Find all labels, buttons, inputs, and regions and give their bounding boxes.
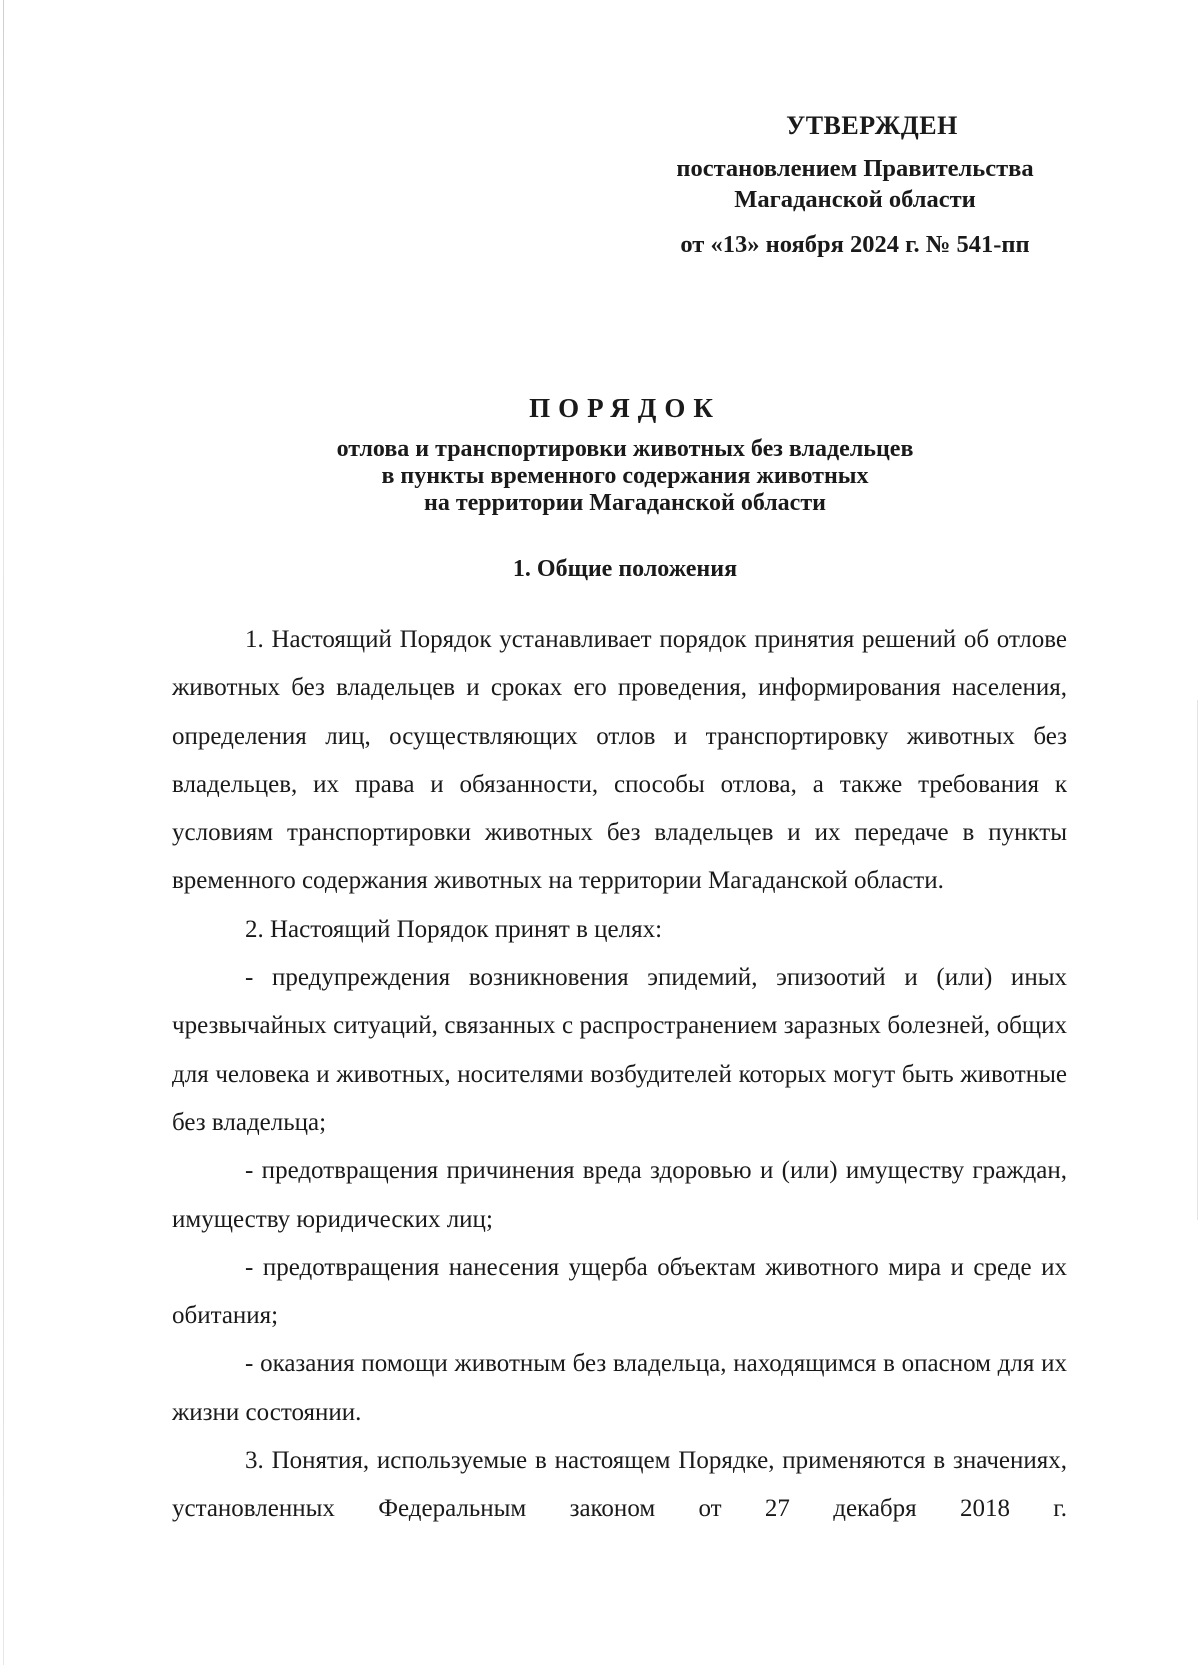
approval-stamp-block: [640, 110, 1070, 260]
body-text: [172, 616, 1067, 1534]
scan-edge-right: [1197, 700, 1198, 1220]
scan-edge-left: [3, 0, 4, 1665]
approval-line-1: постановлением Правительства: [676, 155, 1034, 182]
approval-title: УТВЕРЖДЕН: [786, 111, 958, 140]
approval-date-line: от «13» ноября 2024 г. № 541-пп: [680, 231, 1030, 258]
paragraph-1: 1. Настоящий Порядок устанавливает порядок принятия решений об отлове животных без владельцев и сроках его проведения, информирования населения, определения лиц, осуществляющих отлов и транспортировку животных без владельцев, их права и обязанности, способы отлова, а также требования к условиям транспортировки животных без владельцев и их передаче в пункты временного содержания животных на территории Магаданской области.: [172, 626, 1067, 895]
paragraph-2-item-4: - оказания помощи животным без владельца, находящимся в опасном для их жизни состоянии.: [172, 1350, 1067, 1426]
document-subtitle: [100, 436, 1150, 517]
section-title: 1. Общие положения: [512, 556, 738, 582]
paragraph-3: 3. Понятия, используемые в настоящем Порядке, применяются в значениях, установленных Федеральным законом от 27 декабря 2018 г.: [172, 1447, 1067, 1523]
paragraph-2-item-2: - предотвращения причинения вреда здоровью и (или) имуществу граждан, имуществу юридических лиц;: [172, 1157, 1067, 1233]
subtitle-line-1: отлова и транспортировки животных без владельцев: [336, 436, 914, 462]
subtitle-line-3: на территории Магаданской области: [424, 490, 826, 516]
paragraph-2-item-3: - предотвращения нанесения ущерба объектам животного мира и среде их обитания;: [172, 1253, 1067, 1330]
paragraph-2: 2. Настоящий Порядок принят в целях:: [245, 915, 663, 943]
approval-line-2: Магаданской области: [734, 186, 976, 213]
document-title: ПОРЯДОК: [529, 393, 721, 423]
paragraph-2-item-1: - предупреждения возникновения эпидемий, эпизоотий и (или) иных чрезвычайных ситуаций, связанных с распространением заразных болезней, общих для человека и животных, носителями возбудителей которых могут быть животные без владельца;: [172, 964, 1067, 1136]
subtitle-line-2: в пункты временного содержания животных: [381, 463, 869, 489]
